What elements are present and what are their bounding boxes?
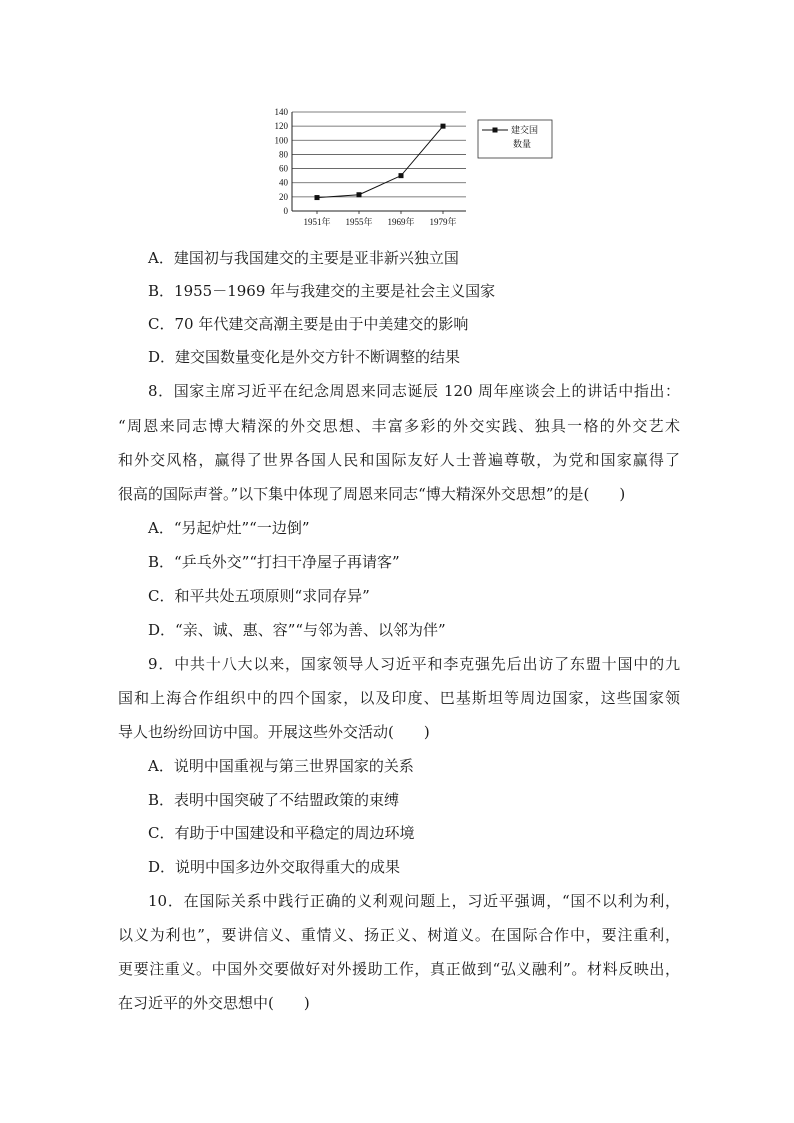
q8-option-c: C．和平共处五项原则“求同存异” xyxy=(148,587,370,605)
q9-option-a: A．说明中国重视与第三世界国家的关系 xyxy=(148,757,414,775)
q9-stem-line-2: 国和上海合作组织中的四个国家，以及印度、巴基斯坦等周边国家，这些国家领 xyxy=(118,689,680,707)
q8-stem-line-1: 8．国家主席习近平在纪念周恩来同志诞辰 120 周年座谈会上的讲话中指出： xyxy=(148,382,680,400)
y-tick-label: 40 xyxy=(279,177,288,188)
q9-option-b: B．表明中国突破了不结盟政策的束缚 xyxy=(148,791,400,809)
x-tick-label: 1969年 xyxy=(387,217,415,227)
line-chart xyxy=(250,98,560,233)
q8-option-b: B．“乒乓外交”“打扫干净屋子再请客” xyxy=(148,553,400,571)
y-tick-label: 140 xyxy=(274,107,288,117)
q7-option-b: B．1955－1969 年与我建交的主要是社会主义国家 xyxy=(148,282,496,300)
q9-option-d: D．说明中国多边外交取得重大的成果 xyxy=(148,858,401,876)
q8-stem-line-3: 和外交风格，赢得了世界各国人民和国际友好人士普遍尊敬，为党和国家赢得了 xyxy=(118,451,680,469)
data-point xyxy=(357,192,362,197)
y-tick-label: 80 xyxy=(279,149,288,160)
q8-stem-line-2: “周恩来同志博大精深的外交思想、丰富多彩的外交实践、独具一格的外交艺术 xyxy=(118,417,680,435)
q7-option-d: D．建交国数量变化是外交方针不断调整的结果 xyxy=(148,348,461,366)
q10-stem-line-1: 10．在国际关系中践行正确的义利观问题上，习近平强调，“国不以利为利， xyxy=(148,892,680,910)
data-point xyxy=(399,173,404,178)
q7-option-a: A．建国初与我国建交的主要是亚非新兴独立国 xyxy=(148,249,459,267)
x-tick-label: 1979年 xyxy=(429,217,457,227)
y-tick-label: 100 xyxy=(274,135,288,146)
y-tick-label: 60 xyxy=(279,163,288,174)
q8-option-a: A．“另起炉灶”“一边倒” xyxy=(148,519,310,537)
q10-stem-line-2: 以义为利也”，要讲信义、重情义、扬正义、树道义。在国际合作中，要注重利， xyxy=(118,926,680,944)
q8-stem-line-4: 很高的国际声誉。”以下集中体现了周恩来同志“博大精深外交思想”的是( ) xyxy=(118,485,626,503)
y-tick-label: 0 xyxy=(283,206,288,216)
legend-marker xyxy=(493,128,498,133)
data-point xyxy=(315,195,320,200)
q9-stem-line-3: 导人也纷纷回访中国。开展这些外交活动( ) xyxy=(118,723,430,741)
q9-stem-line-1: 9．中共十八大以来，国家领导人习近平和李克强先后出访了东盟十国中的九 xyxy=(148,655,680,673)
y-tick-label: 120 xyxy=(274,121,288,132)
series-line xyxy=(317,126,443,197)
legend-label: 数量 xyxy=(513,140,532,150)
q9-option-c: C．有助于中国建设和平稳定的周边环境 xyxy=(148,824,415,842)
q10-stem-line-3: 更要注重义。中国外交要做好对外援助工作，真正做到“弘义融利”。材料反映出， xyxy=(118,960,680,978)
q7-option-c: C．70 年代建交高潮主要是由于中美建交的影响 xyxy=(148,315,469,333)
q10-stem-line-4: 在习近平的外交思想中( ) xyxy=(118,994,310,1012)
chart-svg xyxy=(250,98,560,233)
x-tick-label: 1951年 xyxy=(303,217,331,227)
legend-label: 建交国 xyxy=(511,126,539,136)
data-point xyxy=(441,124,446,129)
q8-option-d: D．“亲、诚、惠、容”“与邻为善、以邻为伴” xyxy=(148,621,446,639)
x-tick-label: 1955年 xyxy=(345,217,373,227)
y-tick-label: 20 xyxy=(279,191,288,202)
